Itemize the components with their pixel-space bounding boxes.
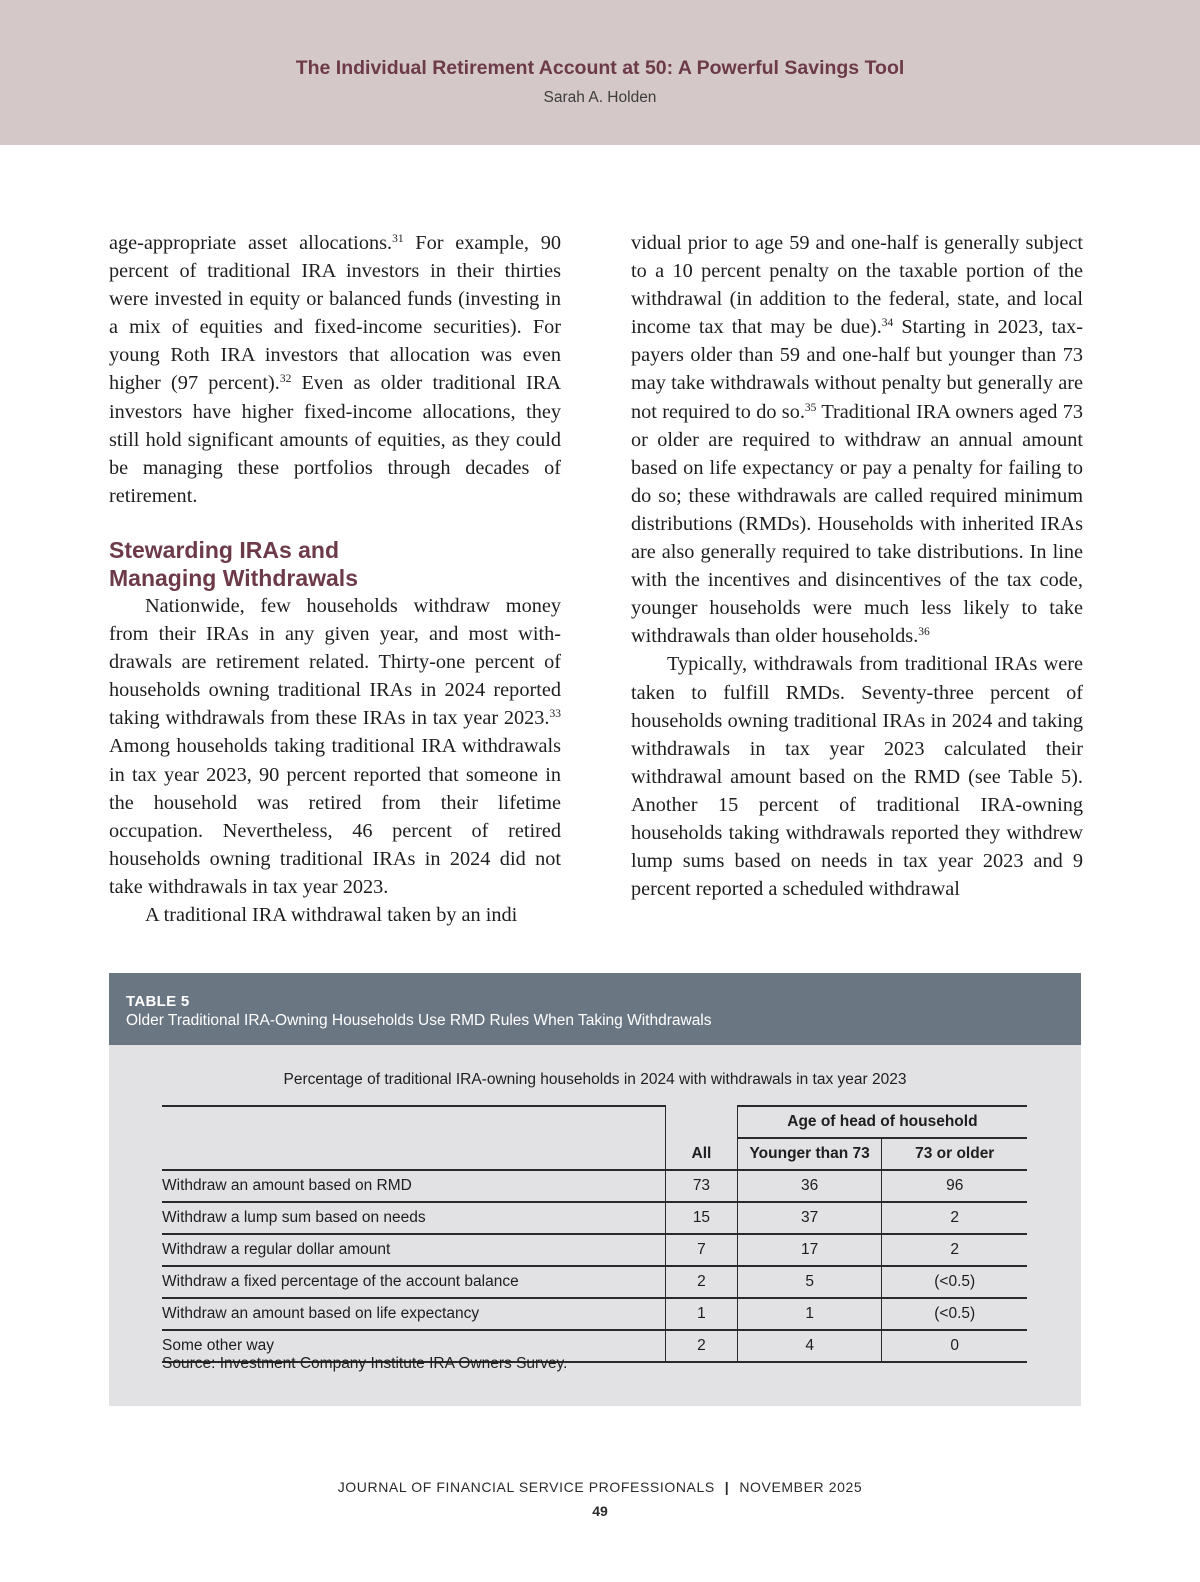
issue-date: NOVEMBER 2025 — [739, 1479, 863, 1495]
section-heading-line: Stewarding IRAs and — [109, 536, 340, 563]
cell-all: 2 — [666, 1266, 738, 1298]
table-header-bar — [109, 973, 1081, 1045]
paragraph-text: Starting in 2023, taxpayers older than 59 and one-half but younger than 73 may take withdrawals without penalty but generally are not required to do so. — [631, 316, 1084, 423]
page-footer — [0, 1479, 1200, 1495]
left-column — [109, 229, 561, 929]
cell-older: 0 — [882, 1330, 1027, 1362]
paragraph — [631, 229, 1083, 650]
section-heading-line: Managing Withdrawals — [109, 564, 358, 591]
table-row — [162, 1170, 1027, 1202]
column-header: 73 or older — [882, 1138, 1027, 1170]
cell-all: 73 — [666, 1170, 738, 1202]
group-header: Age of head of household — [737, 1106, 1027, 1138]
paragraph-text: age-appropriate asset allocations. — [109, 232, 393, 254]
table-row — [162, 1202, 1027, 1234]
empty-header — [162, 1138, 666, 1170]
table-row — [162, 1234, 1027, 1266]
table-source: Source: Investment Company Institute IRA Owners Survey. — [162, 1355, 568, 1372]
table-label: TABLE 5 — [126, 993, 190, 1010]
row-label: Withdraw a regular dollar amount — [162, 1234, 666, 1266]
cell-all: 1 — [666, 1298, 738, 1330]
column-header: Younger than 73 — [737, 1138, 882, 1170]
row-label: Withdraw an amount based on life expectancy — [162, 1298, 666, 1330]
journal-name: JOURNAL OF FINANCIAL SERVICE PROFESSIONALS — [337, 1479, 715, 1495]
row-label: Some other way — [162, 1330, 666, 1362]
paragraph — [109, 901, 561, 929]
paragraph-text: vidual prior to age 59 and one-half is generally subject to a 10 percent penalty on the taxable portion of the withdrawal (in addition to the federal, state, and local income tax that may be due). — [631, 232, 1083, 339]
cell-younger: 36 — [737, 1170, 882, 1202]
cell-older: (<0.5) — [882, 1266, 1027, 1298]
paragraph-text: Even as older traditional IRA investors have higher fixed-income allocations, they still hold significant amounts of equities, as they could be managing these portfolios through decades of retirement. — [109, 372, 561, 507]
footer-separator: | — [724, 1479, 730, 1495]
footnote-ref: 34 — [881, 317, 894, 330]
page-number: 49 — [592, 1503, 608, 1519]
table-row — [162, 1298, 1027, 1330]
paragraph-text: Traditional IRA owners aged 73 or older are required to withdraw an annual amount based on life expectancy or pay a penalty for failing to do so; these withdrawals are called required minimum distributions (RMDs). Households with inherited IRAs are also generally required to take distributions. In line with the incentives and disincentives of the tax code, younger households were much less likely to take withdrawals than older households. — [631, 400, 1083, 648]
table-title: Older Traditional IRA-Owning Households Use RMD Rules When Taking Withdrawals — [126, 1012, 712, 1029]
cell-younger: 37 — [737, 1202, 882, 1234]
cell-younger: 17 — [737, 1234, 882, 1266]
cell-older: 2 — [882, 1202, 1027, 1234]
article-author: Sarah A. Holden — [543, 89, 657, 106]
section-heading — [109, 536, 561, 592]
paragraph-text: Among households taking traditional IRA withdrawals in tax year 2023, 90 percent reported that someone in the household was retired from their lifetime occupation. Nevertheless, 46 percent of retired households owning traditional IRAs in 2024 did not take withdrawals in tax year 2023. — [109, 735, 561, 898]
paragraph — [109, 229, 561, 510]
row-label: Withdraw a lump sum based on needs — [162, 1202, 666, 1234]
footnote-ref: 31 — [392, 233, 404, 245]
footnote-ref: 36 — [918, 626, 930, 639]
paragraph-text: Nationwide, few households withdraw money from their IRAs in any given year, and most withdrawals are retirement related. Thirty-one percent of households owning traditional IRAs in 2024 reported taking withdrawals from these IRAs in tax year 2023. — [109, 594, 561, 730]
column-header: All — [666, 1138, 738, 1170]
cell-all: 7 — [666, 1234, 738, 1266]
data-table — [162, 1105, 1027, 1363]
paragraph-text: For example, 90 percent of traditional IRA investors in their thirties were invested in equity or balanced funds (investing in a mix of equities and fixed-income securities). For young Roth IRA investors that allocation was even higher (97 percent). — [109, 232, 561, 395]
cell-younger: 4 — [737, 1330, 882, 1362]
cell-older: 2 — [882, 1234, 1027, 1266]
table-row — [162, 1266, 1027, 1298]
table-subtitle: Percentage of traditional IRA-owning households in 2024 with withdrawals in tax year 2023 — [283, 1071, 907, 1088]
row-label: Withdraw a fixed percentage of the account balance — [162, 1266, 666, 1298]
footnote-ref: 32 — [279, 373, 292, 386]
row-label: Withdraw an amount based on RMD — [162, 1170, 666, 1202]
cell-all: 15 — [666, 1202, 738, 1234]
column-header-row — [162, 1138, 1027, 1170]
cell-older: (<0.5) — [882, 1298, 1027, 1330]
empty-cell — [666, 1106, 738, 1138]
cell-all: 2 — [666, 1330, 738, 1362]
paragraph — [109, 592, 561, 901]
table-5 — [109, 973, 1081, 1406]
group-header-row — [162, 1106, 1027, 1138]
footnote-ref: 35 — [804, 401, 817, 414]
article-title: The Individual Retirement Account at 50: A Powerful Savings Tool — [295, 57, 905, 79]
paragraph — [631, 650, 1083, 903]
footnote-ref: 33 — [549, 708, 561, 721]
cell-younger: 5 — [737, 1266, 882, 1298]
page-header — [0, 0, 1200, 145]
empty-cell — [162, 1106, 666, 1138]
paragraph-text: Typically, withdrawals from traditional IRAs were taken to fulfill RMDs. Seventy-three percent of households owning traditional IRAs in 2024 and taking withdrawals in tax year 2023 calculated their withdrawal amount based on the RMD (see Table 5). Another 15 percent of traditional IRA-owning households taking withdrawals reported they withdrew lump sums based on needs in tax year 2023 and 9 percent reported a scheduled withdrawal — [631, 653, 1083, 901]
cell-younger: 1 — [737, 1298, 882, 1330]
right-column — [631, 229, 1083, 903]
paragraph-text: A traditional IRA withdrawal taken by an indi — [145, 903, 518, 926]
cell-older: 96 — [882, 1170, 1027, 1202]
